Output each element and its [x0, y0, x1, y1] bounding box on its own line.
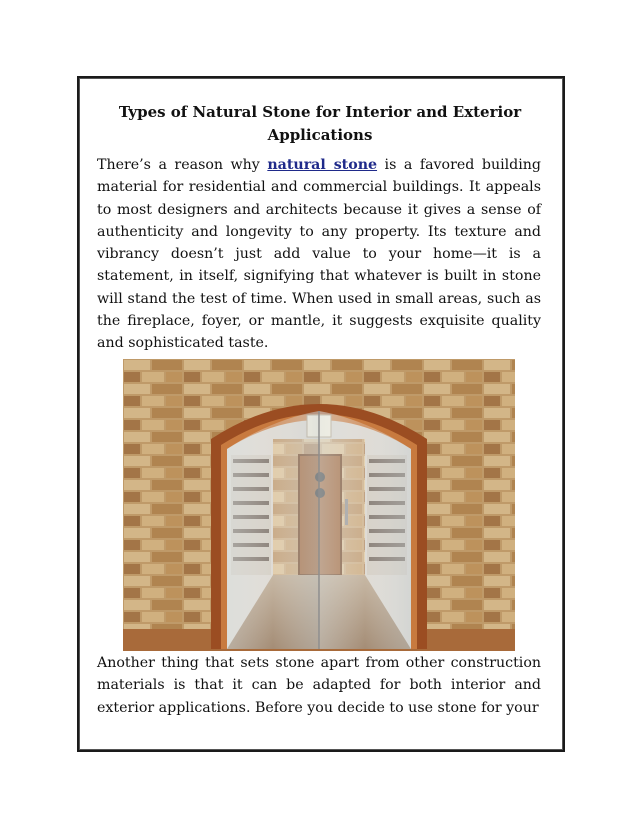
document-title: Types of Natural Stone for Interior and Exterior Applications: [118, 103, 522, 144]
natural-stone-link[interactable]: natural stone: [267, 157, 378, 173]
intro-paragraph: [97, 154, 541, 355]
stone-archway-photo: [123, 359, 515, 651]
intro-text-before-link: There’s a reason why: [97, 157, 268, 173]
intro-text-after-link: is a favored building material for residential and commercial buildings. It appeals to most designers and architects because it gives a sense of authenticity and longevity to any property. Its texture and vibrancy doesn’t just add value to your home—it is a statement, in itself, signifying that whatever is built in stone will stand the test of time. When used in small areas, such as the fireplace, foyer, or mantle, it suggests exquisite quality and sophisticated taste.: [97, 157, 541, 352]
second-paragraph: Another thing that sets stone apart from other construction materials is that it can be adapted for both interior and exterior applications. Before you decide to use stone for your: [97, 655, 541, 716]
